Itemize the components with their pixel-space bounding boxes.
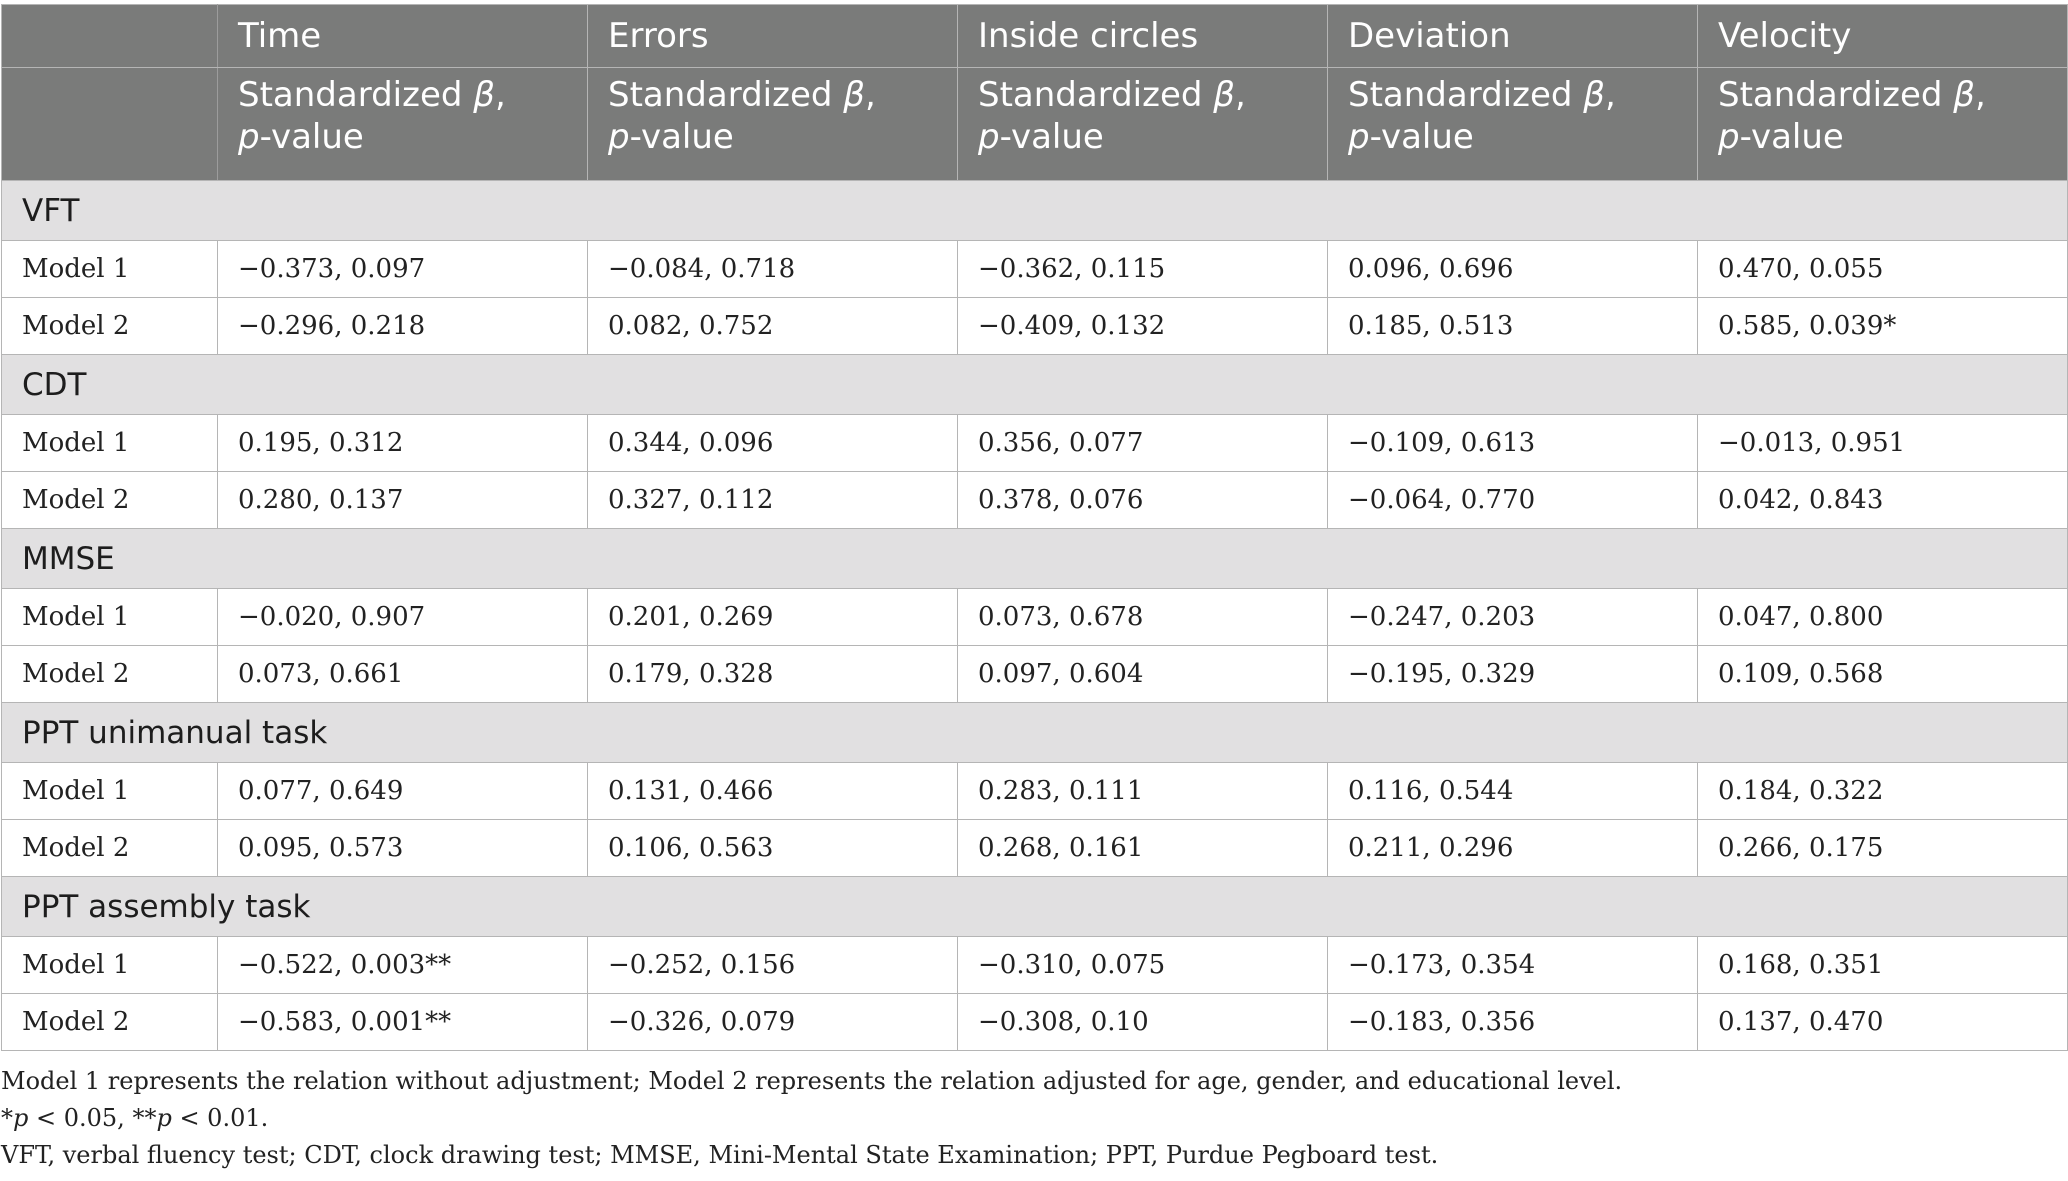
- row-label: Model 2: [2, 472, 218, 529]
- table-row: [2, 820, 2068, 877]
- table-cell: −0.173, 0.354: [1328, 937, 1698, 994]
- table-cell: −0.308, 0.10: [958, 994, 1328, 1051]
- group-row-cdt: [2, 355, 2068, 415]
- table-row: [2, 646, 2068, 703]
- table-row: [2, 763, 2068, 820]
- table-row: [2, 589, 2068, 646]
- table-row: [2, 937, 2068, 994]
- table-cell: −0.409, 0.132: [958, 298, 1328, 355]
- table-cell: −0.522, 0.003**: [218, 937, 588, 994]
- table-cell: 0.095, 0.573: [218, 820, 588, 877]
- table-body: [2, 181, 2068, 1051]
- table-cell: −0.084, 0.718: [588, 241, 958, 298]
- column-header-time: Time: [218, 5, 588, 68]
- table-cell: −0.583, 0.001**: [218, 994, 588, 1051]
- group-label: CDT: [2, 355, 2068, 415]
- table-cell: 0.585, 0.039*: [1698, 298, 2068, 355]
- table-cell: 0.344, 0.096: [588, 415, 958, 472]
- group-label: VFT: [2, 181, 2068, 241]
- results-table: [1, 4, 2068, 1051]
- table-cell: −0.373, 0.097: [218, 241, 588, 298]
- table-cell: 0.179, 0.328: [588, 646, 958, 703]
- table-cell: 0.184, 0.322: [1698, 763, 2068, 820]
- column-header-deviation: Deviation: [1328, 5, 1698, 68]
- group-label: PPT assembly task: [2, 877, 2068, 937]
- table-cell: −0.020, 0.907: [218, 589, 588, 646]
- table-row: [2, 994, 2068, 1051]
- subheader-corner-cell: [2, 68, 218, 181]
- table-cell: 0.185, 0.513: [1328, 298, 1698, 355]
- row-label: Model 1: [2, 937, 218, 994]
- header-row-stat: [2, 68, 2068, 181]
- subheader-cell: Standardized β, p-value: [958, 68, 1328, 181]
- row-label: Model 1: [2, 241, 218, 298]
- row-label: Model 2: [2, 646, 218, 703]
- row-label: Model 2: [2, 298, 218, 355]
- table-cell: 0.073, 0.661: [218, 646, 588, 703]
- group-label: PPT unimanual task: [2, 703, 2068, 763]
- subheader-cell: Standardized β, p-value: [218, 68, 588, 181]
- column-header-inside-circles: Inside circles: [958, 5, 1328, 68]
- table-cell: 0.283, 0.111: [958, 763, 1328, 820]
- table-cell: 0.266, 0.175: [1698, 820, 2068, 877]
- table-cell: −0.247, 0.203: [1328, 589, 1698, 646]
- row-label: Model 1: [2, 763, 218, 820]
- table-cell: 0.042, 0.843: [1698, 472, 2068, 529]
- table-cell: −0.296, 0.218: [218, 298, 588, 355]
- table-cell: 0.356, 0.077: [958, 415, 1328, 472]
- table-cell: 0.378, 0.076: [958, 472, 1328, 529]
- table-cell: 0.097, 0.604: [958, 646, 1328, 703]
- table-cell: −0.183, 0.356: [1328, 994, 1698, 1051]
- row-label: Model 1: [2, 415, 218, 472]
- table-cell: 0.201, 0.269: [588, 589, 958, 646]
- footnote-significance: *p < 0.05, **p < 0.01.: [1, 1104, 269, 1132]
- table-cell: −0.013, 0.951: [1698, 415, 2068, 472]
- group-row-mmse: [2, 529, 2068, 589]
- column-header-errors: Errors: [588, 5, 958, 68]
- table-cell: 0.137, 0.470: [1698, 994, 2068, 1051]
- table-cell: 0.211, 0.296: [1328, 820, 1698, 877]
- subheader-cell: Standardized β, p-value: [1698, 68, 2068, 181]
- table-cell: 0.077, 0.649: [218, 763, 588, 820]
- table-cell: 0.168, 0.351: [1698, 937, 2068, 994]
- table-cell: 0.109, 0.568: [1698, 646, 2068, 703]
- row-label: Model 2: [2, 994, 218, 1051]
- table-cell: 0.047, 0.800: [1698, 589, 2068, 646]
- table-cell: 0.280, 0.137: [218, 472, 588, 529]
- header-corner-cell: [2, 5, 218, 68]
- table-row: [2, 472, 2068, 529]
- table-cell: 0.096, 0.696: [1328, 241, 1698, 298]
- table-row: [2, 298, 2068, 355]
- table-cell: −0.252, 0.156: [588, 937, 958, 994]
- table-header: [2, 5, 2068, 181]
- header-row-measures: [2, 5, 2068, 68]
- group-label: MMSE: [2, 529, 2068, 589]
- table-cell: 0.195, 0.312: [218, 415, 588, 472]
- table-cell: 0.268, 0.161: [958, 820, 1328, 877]
- table-cell: 0.470, 0.055: [1698, 241, 2068, 298]
- table-cell: −0.195, 0.329: [1328, 646, 1698, 703]
- table-cell: 0.116, 0.544: [1328, 763, 1698, 820]
- table-cell: 0.073, 0.678: [958, 589, 1328, 646]
- table-cell: −0.064, 0.770: [1328, 472, 1698, 529]
- footnote-models: Model 1 represents the relation without adjustment; Model 2 represents the relation adjusted for age, gender, and educational level.: [1, 1067, 1623, 1095]
- table-cell: 0.106, 0.563: [588, 820, 958, 877]
- table-cell: 0.131, 0.466: [588, 763, 958, 820]
- table-cell: −0.362, 0.115: [958, 241, 1328, 298]
- table-cell: −0.310, 0.075: [958, 937, 1328, 994]
- row-label: Model 1: [2, 589, 218, 646]
- table-cell: 0.082, 0.752: [588, 298, 958, 355]
- group-row-ppt-unimanual: [2, 703, 2068, 763]
- table-row: [2, 415, 2068, 472]
- group-row-ppt-assembly: [2, 877, 2068, 937]
- table-row: [2, 241, 2068, 298]
- group-row-vft: [2, 181, 2068, 241]
- column-header-velocity: Velocity: [1698, 5, 2068, 68]
- footnote-abbreviations: VFT, verbal fluency test; CDT, clock drawing test; MMSE, Mini-Mental State Examination; PPT, Purdue Pegboard test.: [1, 1141, 1439, 1169]
- subheader-cell: Standardized β, p-value: [588, 68, 958, 181]
- row-label: Model 2: [2, 820, 218, 877]
- table-footnotes: [1, 1063, 2067, 1174]
- subheader-cell: Standardized β, p-value: [1328, 68, 1698, 181]
- table-cell: −0.109, 0.613: [1328, 415, 1698, 472]
- table-cell: 0.327, 0.112: [588, 472, 958, 529]
- table-cell: −0.326, 0.079: [588, 994, 958, 1051]
